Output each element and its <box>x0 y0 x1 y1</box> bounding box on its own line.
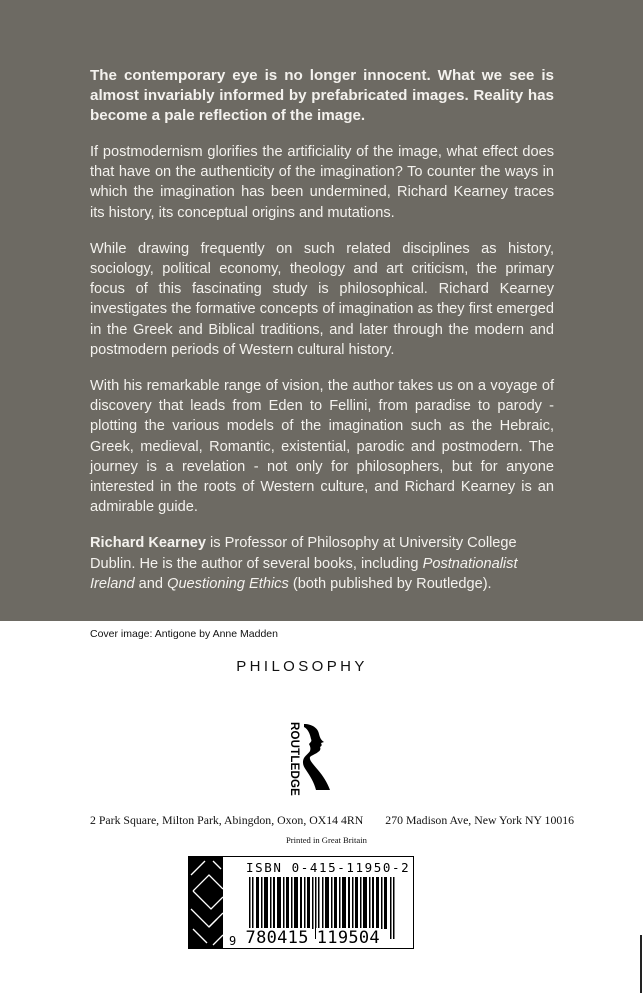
cover-credit: Cover image: Antigone by Anne Madden <box>90 628 278 640</box>
blurb-text <box>90 66 554 610</box>
author-bio <box>90 533 554 594</box>
subject-category: PHILOSOPHY <box>236 658 368 675</box>
address-us: 270 Madison Ave, New York NY 10016 <box>385 813 575 827</box>
routledge-profile-r-icon <box>302 724 332 790</box>
bio-text: (both published by Routledge). <box>288 575 492 592</box>
publisher-address <box>90 812 575 829</box>
lattice-pattern-icon <box>189 857 223 947</box>
ean-digits <box>229 928 381 948</box>
bio-text: is Professor of Philosophy at University College Dublin. He is the author of several books, including <box>90 535 517 572</box>
isbn-barcode <box>188 856 414 949</box>
ean-right-group: 119504 <box>316 928 380 948</box>
printed-in: Printed in Great Britain <box>286 835 367 845</box>
publisher-logo-word: ROUTLEDGE <box>288 722 300 796</box>
address-uk: 2 Park Square, Milton Park, Abingdon, Oxon, OX14 4RN <box>90 813 364 827</box>
blurb-paragraph: If postmodernism glorifies the artificiality of the image, what effect does that have on the authenticity of the imagination? To counter the ways in which the imagination has been undermined, Richard Kearney traces its history, its conceptual origins and mutations. <box>90 144 554 221</box>
barcode-pattern-panel <box>189 857 223 948</box>
publisher-logo <box>276 722 336 794</box>
ean-left-group: 780415 <box>245 928 309 948</box>
book-title: Postnationalist Ireland <box>90 555 518 592</box>
ean-first-digit: 9 <box>229 934 237 948</box>
book-title: Questioning Ethics <box>167 575 289 592</box>
edge-line <box>640 935 642 993</box>
blurb-paragraph: While drawing frequently on such related disciplines as history, sociology, political economy, theology and art criticism, the primary focus of this fascinating study is philosophical. Richard Kearney investigates the formative concepts of imagination as they first emerged in the Greek and Biblical traditions, and later through the modern and postmodern periods of Western cultural history. <box>90 240 554 358</box>
lead-paragraph: The contemporary eye is no longer innocent. What we see is almost invariably informed by prefabricated images. Reality has become a pale reflection of the image. <box>90 67 554 124</box>
blurb-paragraph: With his remarkable range of vision, the author takes us on a voyage of discovery that leads from Eden to Fellini, from paradise to parody - plotting the various models of the imagination such as the Hebraic, Greek, medieval, Romantic, existential, parodic and postmodern. The journey is a revelation - not only for philosophers, but for anyone interested in the roots of Western culture, and Richard Kearney is an admirable guide. <box>90 378 554 516</box>
author-name: Richard Kearney <box>90 535 206 552</box>
isbn-label: ISBN 0-415-11950-2 <box>246 860 411 875</box>
bio-text: and <box>134 575 168 592</box>
